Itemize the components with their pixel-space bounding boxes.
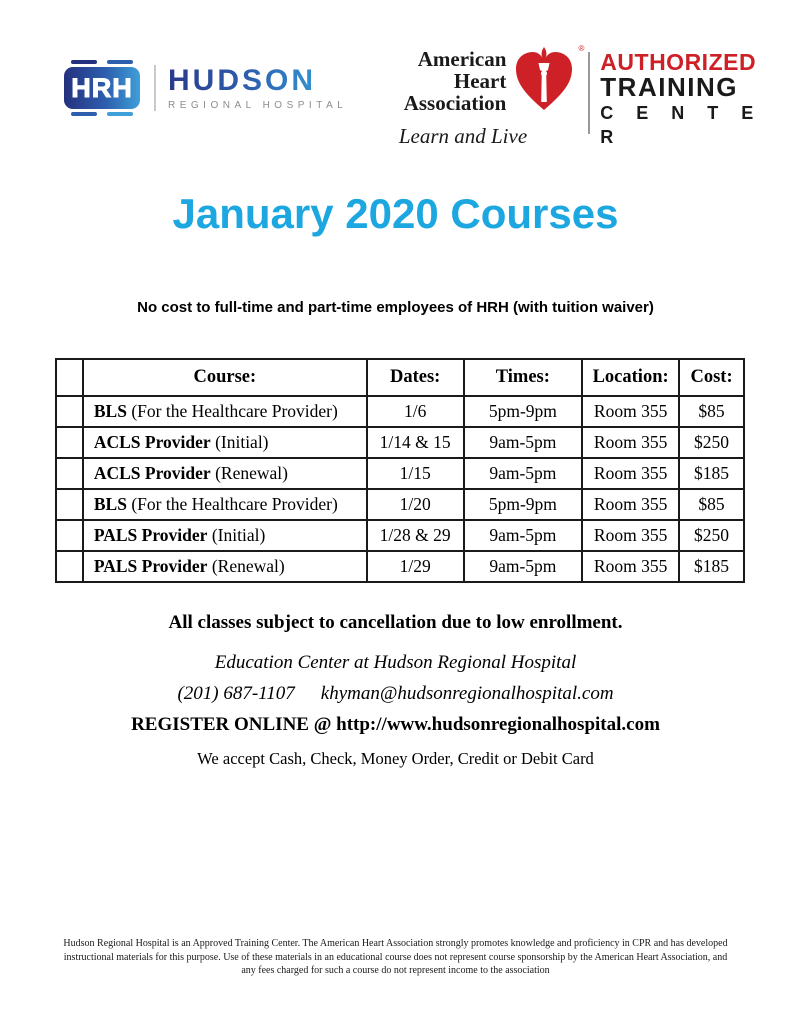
course-schedule-table [55, 358, 745, 583]
column-header-cost: Cost: [679, 359, 744, 396]
course-cell: ACLS Provider (Renewal) [83, 458, 367, 489]
spacer-cell [56, 396, 83, 427]
aha-logo [368, 44, 791, 149]
times-cell: 9am-5pm [464, 458, 583, 489]
registered-mark: ® [578, 44, 585, 53]
table-row [56, 458, 744, 489]
dates-cell: 1/20 [367, 489, 464, 520]
aha-slogan: Learn and Live [398, 124, 528, 148]
hrh-badge-dash [107, 112, 133, 116]
email-address: khyman@hudsonregionalhospital.com [320, 683, 614, 704]
payment-methods-line: We accept Cash, Check, Money Order, Credit or Debit Card [197, 749, 594, 768]
register-online-line: REGISTER ONLINE @ http://www.hudsonregionalhospital.com [131, 714, 660, 735]
dates-cell: 1/15 [367, 458, 464, 489]
spacer-cell [56, 520, 83, 551]
spacer-cell [56, 427, 83, 458]
times-cell: 9am-5pm [464, 427, 583, 458]
cost-cell: $185 [679, 551, 744, 582]
cost-cell: $185 [679, 458, 744, 489]
location-cell: Room 355 [582, 427, 679, 458]
times-cell: 5pm-9pm [464, 396, 583, 427]
table-row [56, 551, 744, 582]
dates-cell: 1/14 & 15 [367, 427, 464, 458]
disclaimer-line: Hudson Regional Hospital is an Approved Training Center. The American Heart Association strongly promotes knowledge and proficiency in CPR and has developed [63, 938, 728, 949]
column-header-location: Location: [582, 359, 679, 396]
course-cell: BLS (For the Healthcare Provider) [83, 489, 367, 520]
column-header-course: Course: [83, 359, 367, 396]
cost-cell: $85 [679, 489, 744, 520]
table-row [56, 489, 744, 520]
spacer-cell [56, 551, 83, 582]
hrh-logo [64, 60, 347, 116]
location-cell: Room 355 [582, 520, 679, 551]
phone-number: (201) 687-1107 [177, 683, 295, 704]
aha-wordmark: American Heart Association [403, 47, 507, 115]
hospital-name: HUDSON [168, 66, 347, 96]
course-cell: PALS Provider (Renewal) [83, 551, 367, 582]
page-title: January 2020 Courses [172, 190, 619, 237]
table-row [56, 427, 744, 458]
spacer-cell [56, 359, 83, 396]
table-row [56, 520, 744, 551]
spacer-cell [56, 458, 83, 489]
cost-cell: $85 [679, 396, 744, 427]
times-cell: 9am-5pm [464, 551, 583, 582]
hrh-badge [64, 60, 140, 116]
disclaimer-line: instructional materials for this purpose. Use of these materials in an educational course does not represent course sponsorship by the American Heart Association, and [63, 951, 728, 963]
table-header-row [56, 359, 744, 396]
spacer-cell [56, 489, 83, 520]
hrh-badge-dash [71, 60, 97, 64]
disclaimer-line: any fees charged for such a course do not represent income to the association [241, 965, 550, 976]
tuition-waiver-note: No cost to full-time and part-time employees of HRH (with tuition waiver) [137, 299, 654, 316]
table-row [56, 396, 744, 427]
cost-cell: $250 [679, 520, 744, 551]
dates-cell: 1/29 [367, 551, 464, 582]
hrh-badge-dash [71, 112, 97, 116]
location-cell: Room 355 [582, 551, 679, 582]
contact-line [0, 683, 791, 705]
education-center-line: Education Center at Hudson Regional Hospital [214, 652, 577, 673]
atc-divider [588, 52, 590, 134]
column-header-times: Times: [464, 359, 583, 396]
heart-torch-icon [512, 44, 585, 116]
times-cell: 5pm-9pm [464, 489, 583, 520]
dates-cell: 1/6 [367, 396, 464, 427]
course-cell: ACLS Provider (Initial) [83, 427, 367, 458]
location-cell: Room 355 [582, 458, 679, 489]
column-header-dates: Dates: [367, 359, 464, 396]
hrh-badge-dash [107, 60, 133, 64]
course-cell: BLS (For the Healthcare Provider) [83, 396, 367, 427]
hrh-badge-text: HRH [71, 72, 133, 103]
authorized-training-center: AUTHORIZED TRAINING C E N T E R [600, 49, 763, 147]
location-cell: Room 355 [582, 396, 679, 427]
cancellation-note: All classes subject to cancellation due to low enrollment. [168, 612, 623, 633]
aha-disclaimer [35, 937, 756, 978]
hrh-logo-divider [154, 65, 156, 111]
course-cell: PALS Provider (Initial) [83, 520, 367, 551]
location-cell: Room 355 [582, 489, 679, 520]
hospital-tagline: REGIONAL HOSPITAL [168, 99, 348, 111]
times-cell: 9am-5pm [464, 520, 583, 551]
cost-cell: $250 [679, 427, 744, 458]
dates-cell: 1/28 & 29 [367, 520, 464, 551]
